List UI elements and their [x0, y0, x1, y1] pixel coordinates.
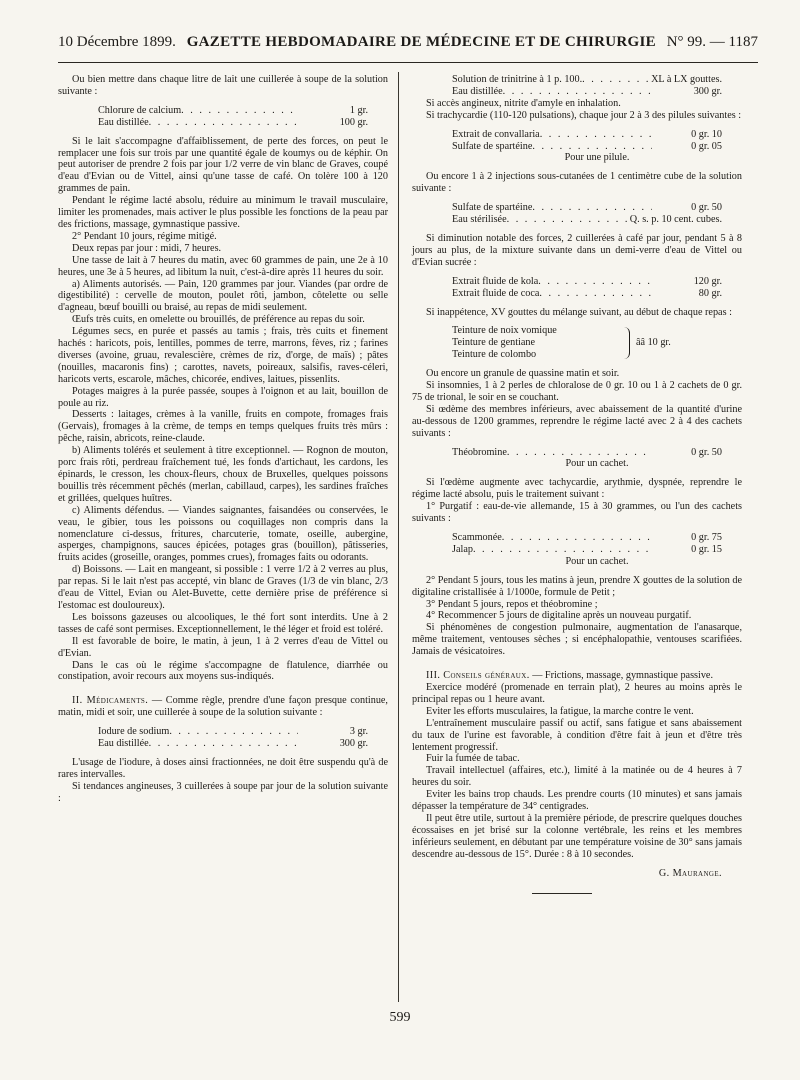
- prescription-scammonee: [412, 532, 742, 568]
- paragraph: Exercice modéré (promenade en terrain plat), 2 heures au moins après le principal repas ou 1 heure avant.: [412, 681, 742, 705]
- prescription-note: Pour un cachet.: [565, 555, 629, 567]
- prescription-line: Scammonée . . . 0 gr. 75: [452, 532, 722, 544]
- end-rule: [532, 893, 592, 894]
- paragraph: 2° Pendant 5 jours, tous les matins à jeun, prendre X gouttes de la solution de digitaline cristallisée à 1/1000e, formule de Petit ;: [412, 574, 742, 598]
- prescription-calcium: [58, 105, 388, 129]
- prescription-line: Eau distillée . . . 100 gr.: [98, 117, 368, 129]
- prescription-line: Solution de trinitrine à 1 p. 100. . . . XL à LX gouttes.: [452, 74, 722, 86]
- prescription-theobromine: [412, 447, 742, 471]
- paragraph: Potages maigres à la purée passée, soupes à l'oignon et au lait, bouillon de poule au riz.: [58, 385, 388, 409]
- paragraph: Pendant le régime lacté absolu, réduire au minimum le travail musculaire, limiter les promenades, mais activer le plus possible les fonctions de la peau par des frictions, massage, gymnastique passive.: [58, 195, 388, 230]
- paragraph: Si l'œdème augmente avec tachycardie, arythmie, dyspnée, reprendre le régime lacté absolu, puis le traitement suivant :: [412, 477, 742, 501]
- prescription-line: Teinture de noix vomique: [452, 325, 557, 337]
- prescription-sparteine: [412, 202, 742, 226]
- paragraph: 2° Pendant 10 jours, régime mitigé.: [72, 230, 217, 242]
- paragraph: Si tendances angineuses, 3 cuillerées à soupe par jour de la solution suivante :: [58, 780, 388, 804]
- paragraph: L'entraînement musculaire passif ou actif, sans fatigue et sans abaissement du taux de l'urine est favorable, à condition d'être fait à jeun et d'être très lentement progressif.: [412, 717, 742, 753]
- brace: [623, 327, 630, 359]
- paragraph: Si inappétence, XV gouttes du mélange suivant, au début de chaque repas :: [426, 306, 732, 318]
- paragraph: Si accès angineux, nitrite d'amyle en inhalation.: [426, 97, 621, 109]
- paragraph: Si trachycardie (110-120 pulsations), chaque jour 2 à 3 des pilules suivantes :: [426, 109, 742, 121]
- prescription-convallaria: [412, 129, 742, 165]
- prescription-line: Teinture de gentiane: [452, 337, 536, 349]
- prescription-line: Chlorure de calcium . . . 1 gr.: [98, 105, 368, 117]
- prescription-line: Jalap . . . 0 gr. 15: [452, 544, 722, 556]
- paragraph: Eviter les efforts musculaires, la fatigue, la marche contre le vent.: [426, 705, 694, 717]
- prescription-line: Eau stérilisée . . . Q. s. p. 10 cent. cubes.: [452, 214, 722, 226]
- paragraph: 4° Recommencer 5 jours de digitaline après un nouveau purgatif.: [426, 610, 692, 622]
- paragraph: Travail intellectuel (affaires, etc.), limité à la matinée ou de 4 heures à 7 heures du soir.: [412, 765, 742, 789]
- section-conseils: III. Conseils généraux. — Frictions, massage, gymnastique passive.: [426, 670, 713, 682]
- prescription-iodure: [58, 726, 388, 750]
- journal-title: GAZETTE HEBDOMADAIRE DE MÉDECINE ET DE CHIRURGIE: [186, 34, 656, 50]
- running-header: [58, 34, 758, 63]
- prescription-note: Pour une pilule.: [564, 152, 630, 164]
- prescription-line: Sulfate de spartéine . . . 0 gr. 05: [452, 141, 722, 153]
- paragraph: Si œdème des membres inférieurs, avec abaissement de la quantité d'urine au-dessous de 1200 grammes, reprendre le régime lacté avec 2 à 4 des cachets suivants :: [412, 403, 742, 439]
- paragraph: Eviter les bains trop chauds. Les prendre courts (10 minutes) et sans jamais dépasser la température de 34° centigrades.: [412, 789, 742, 813]
- section-medicaments: II. Médicaments. — Comme règle, prendre d'une façon presque continue, matin, midi et soir, une cuillerée à soupe de la solution suivante :: [58, 695, 388, 719]
- paragraph: Ou encore un granule de quassine matin et soir.: [426, 368, 620, 380]
- issue-page-number: N° 99. — 1187: [666, 34, 758, 50]
- paragraph: Il est favorable de boire, le matin, à jeun, 1 à 2 verres d'eau de Vittel ou d'Evian.: [58, 635, 388, 659]
- prescription-trinitrine: [412, 74, 742, 98]
- paragraph: Il peut être utile, surtout à la première période, de prescrire quelques douches écossaises en jet brisé sur la colonne vertébrale, les reins et les membres inférieurs seulement, en débutant par une température voisine de 30° sans jamais descendre au-dessous de 15°. Durée : 8 à 10 secondes.: [412, 812, 742, 860]
- paragraph: Deux repas par jour : midi, 7 heures.: [72, 242, 222, 254]
- paragraph: Œufs très cuits, en omelette ou brouillés, de préférence au repas du soir.: [72, 314, 365, 326]
- paragraph: Les boissons gazeuses ou alcooliques, le thé fort sont interdits. Une à 2 tasses de café sont permises. Exceptionnellement, le thé léger et froid est toléré.: [58, 611, 388, 635]
- prescription-line: Eau distillée . . . 300 gr.: [98, 738, 368, 750]
- paragraph: 3° Pendant 5 jours, repos et théobromine ;: [426, 598, 598, 610]
- column-divider: [398, 72, 399, 1002]
- paragraph: Si le lait s'accompagne d'affaiblissement, de perte des forces, on peut le remplacer une fois sur trois par une quantité égale de koumys ou de képhir. On peut autoriser de prendre 2 fois par jour 1/2 verre de vin blanc de Graves, coupé d'eau d'Evian ou de Vittel, ainsi qu'une tasse de café. On tolère 100 à 120 grammes de pain.: [58, 135, 388, 195]
- paragraph: d) Boissons. — Lait en mangeant, si possible : 1 verre 1/2 à 2 verres au plus, par repas. Si le lait n'est pas accepté, vin blanc de Graves (1/3 de vin blanc, 2/3 d'eau de Vittel, Evian ou Alet-Buvette, cette dernière prise de préférence si l'estomac est douloureux).: [58, 564, 388, 611]
- right-column: [412, 74, 742, 894]
- prescription-line: Eau distillée . . . 300 gr.: [452, 86, 722, 98]
- prescription-line: Teinture de colombo: [452, 349, 537, 361]
- prescription-teintures: [412, 325, 742, 361]
- paragraph: L'usage de l'iodure, à doses ainsi fractionnées, ne doit être suspendu qu'à de rares intervalles.: [58, 756, 388, 780]
- paragraph: Ou encore 1 à 2 injections sous-cutanées de 1 centimètre cube de la solution suivante :: [412, 171, 742, 195]
- paragraph: Fuir la fumée de tabac.: [426, 753, 520, 765]
- section-heading: II. Médicaments.: [72, 695, 149, 707]
- prescription-line: Théobromine . . . 0 gr. 50: [452, 447, 722, 459]
- section-heading: III. Conseils généraux.: [426, 670, 530, 682]
- prescription-line: Extrait de convallaria . . . 0 gr. 10: [452, 129, 722, 141]
- paragraph: a) Aliments autorisés. — Pain, 120 grammes par jour. Viandes (par ordre de digestibilité) : cervelle de mouton, poulet rôti, jambon, côtelette ou selle d'agneau, bœuf bouilli ou braisé, au repas de midi seulement.: [58, 278, 388, 314]
- prescription-line: Extrait fluide de coca . . . 80 gr.: [452, 288, 722, 300]
- prescription-dose: ââ 10 gr.: [636, 337, 671, 349]
- issue-date: 10 Décembre 1899.: [58, 34, 176, 50]
- prescription-line: Iodure de sodium . . . 3 gr.: [98, 726, 368, 738]
- paragraph: Si phénomènes de congestion pulmonaire, augmentation de l'anasarque, même traitement, ventouses sèches ; si encéphalopathie, ventouses scarifiées. Jamais de vésicatoires.: [412, 622, 742, 658]
- paragraph: Desserts : laitages, crèmes à la vanille, fruits en compote, fromages frais (Gervais), fromages à la crème, de temps en temps quelques fruits très mûrs : pêche, raisin, abricots, reine-claude.: [58, 409, 388, 445]
- prescription-note: Pour un cachet.: [565, 458, 629, 470]
- prescription-line: Sulfate de spartéine . . . 0 gr. 50: [452, 202, 722, 214]
- paragraph: Ou bien mettre dans chaque litre de lait une cuillerée à soupe de la solution suivante :: [58, 74, 388, 97]
- paragraph: Si insomnies, 1 à 2 perles de chloralose de 0 gr. 10 ou 1 à 2 cachets de 0 gr. 75 de trional, le soir en se couchant.: [412, 380, 742, 403]
- paragraph: Dans le cas où le régime s'accompagne de flatulence, diarrhée ou constipation, avoir recours aux moyens sus-indiqués.: [58, 659, 388, 683]
- prescription-line: Extrait fluide de kola . . . 120 gr.: [452, 276, 722, 288]
- author-signature: G. Maurange.: [658, 867, 722, 879]
- prescription-kola: [412, 276, 742, 300]
- paragraph: Une tasse de lait à 7 heures du matin, avec 60 grammes de pain, une 2e à 10 heures, une 3e à 5 heures, ad libitum la nuit, c'est-à-dire après 11 heures du soir.: [58, 254, 388, 278]
- paragraph: b) Aliments tolérés et seulement à titre exceptionnel. — Rognon de mouton, porc frais rôti, perdreau fraîchement tué, les fonds d'artichaut, les cardons, les épinards, le cresson, les choux-fleurs, choux de Bruxelles, quelques poissons bouillis très récemment pêchés (merlan, cabillaud, carpes), les sardines fraîches et grillées, quelques huîtres.: [58, 445, 388, 504]
- paragraph: c) Aliments défendus. — Viandes saignantes, faisandées ou conservées, le veau, le gibier, tous les poissons ou coquillages non compris dans la nomenclature ci-dessus, fritures, charcuterie, tomate, oseille, aubergine, asperges, champignons, sauces épicées, potages gras (bouillon), pâtisseries, fruits acides (groseille, oranges, pommes crues), fromages faits ou odorants.: [58, 504, 388, 564]
- paragraph: 1° Purgatif : eau-de-vie allemande, 15 à 30 grammes, ou l'un des cachets suivants :: [412, 501, 742, 525]
- folio-number: 599: [389, 1010, 411, 1025]
- paragraph: Légumes secs, en purée et passés au tamis ; frais, très cuits et finement hachés : haricots, pois, lentilles, pommes de terre, marrons, fèves, riz ; farines diverses (avoine, gruau, revalescière, crèmes de riz, d'orge, de maïs) ; pâtes (nouilles, macaronis fins) ; carottes, navets, poireaux, salsifis, raves-céleri, haricots verts, escarole, mâches, chicorée, endives, laitues, pissenlits.: [58, 326, 388, 385]
- left-column: [58, 74, 388, 805]
- paragraph: Si diminution notable des forces, 2 cuillerées à café par jour, pendant 5 à 8 jours au plus, de la mixture suivante dans un demi-verre d'eau de Vittel ou d'Evian sucrée :: [412, 232, 742, 268]
